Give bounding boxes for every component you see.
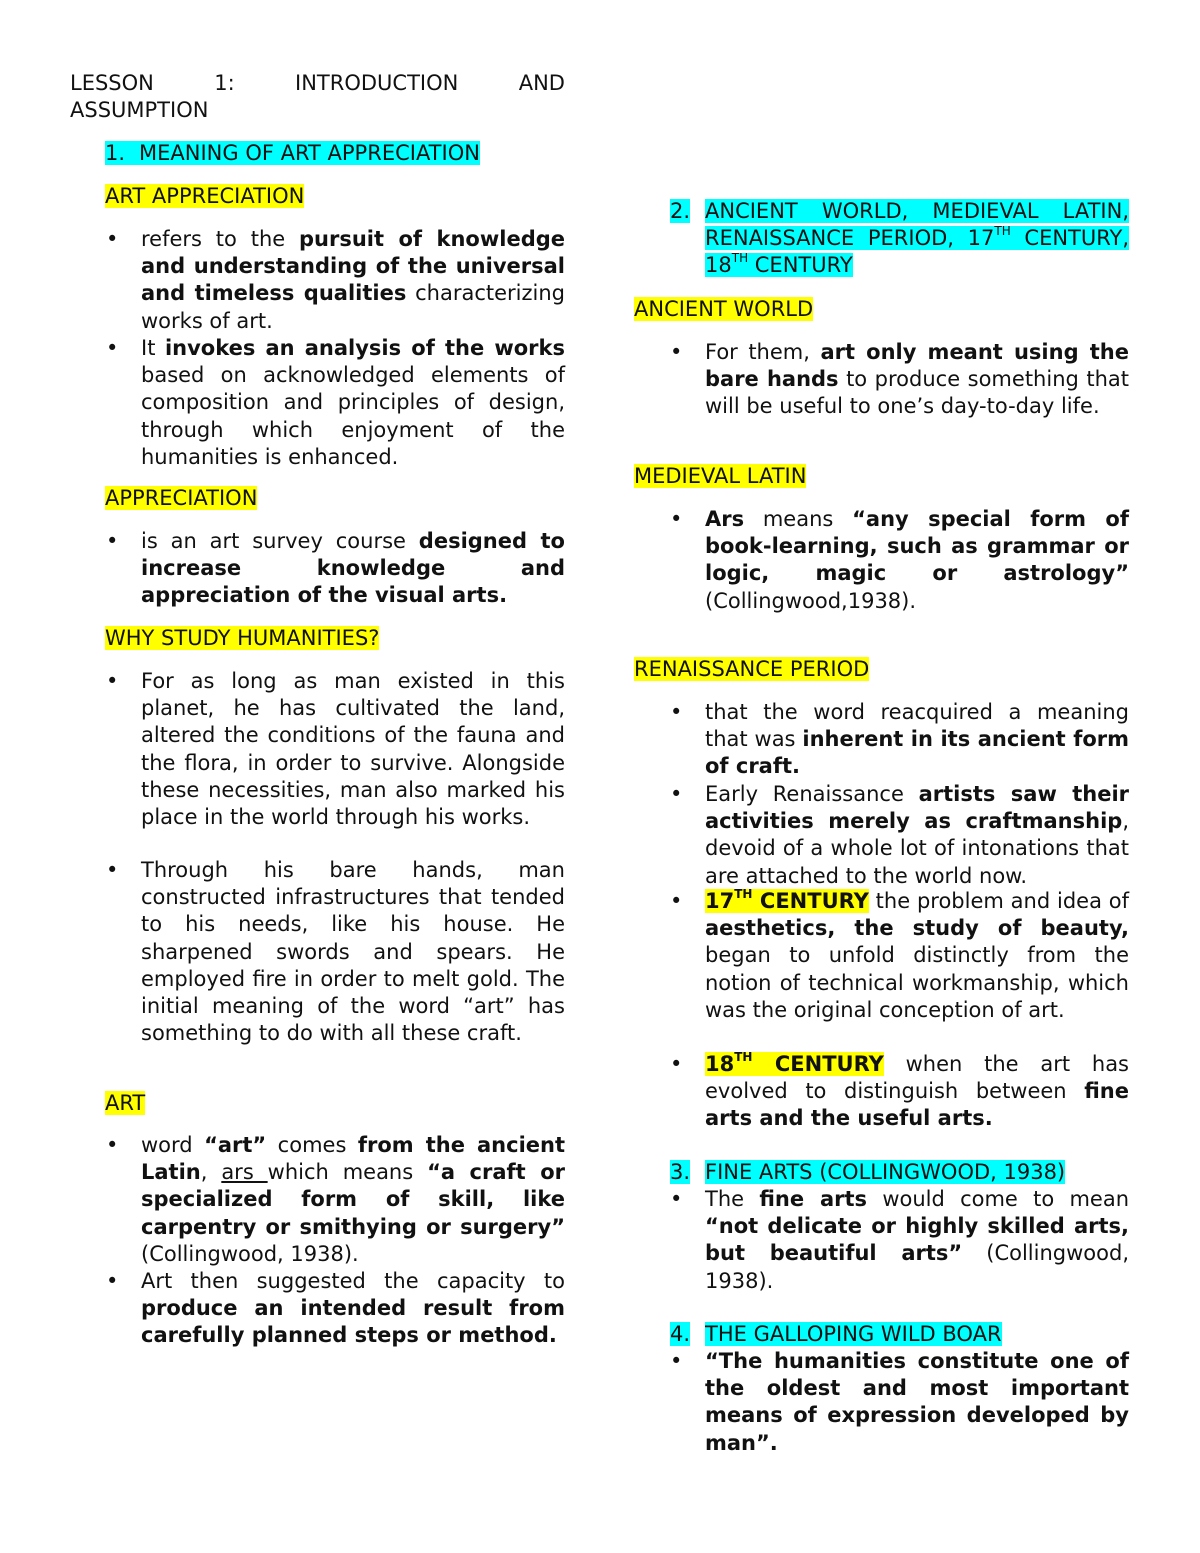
heading-text: APPRECIATION [105,486,258,510]
list-item [670,699,1130,781]
text: the problem and idea of [868,889,1129,913]
heading-text: WHY STUDY HUMANITIES? [105,626,380,650]
section-number: 1. [105,141,126,165]
text: when the art has evolved to distinguish between [705,1052,1129,1104]
section-2-heading [705,198,1129,279]
bold-text: from the ancient Latin [141,1133,566,1185]
heading-text: RENAISSANCE PERIOD [634,657,870,681]
bullet-icon: • [670,782,683,806]
list-item [670,1348,1129,1457]
bullet-icon: • [670,340,683,364]
text: would come to mean [867,1187,1130,1211]
list-item [670,781,1129,890]
superscript: TH [994,224,1011,238]
underlined-text: ars [221,1160,268,1185]
heading-text: ART APPRECIATION [105,184,305,208]
text: Through his bare hands, man constructed infrastructures that tended to his needs, like his house. He sharpened swords and spears. He employed fire in order to melt gold. The initial meaning of the word “art” has something to do with all these craft. [141,858,565,1046]
why-study-heading [105,625,379,652]
title-word: AND [518,71,565,95]
bullet-icon: • [670,1349,683,1373]
text: For them, [705,340,821,364]
heading-text: ANCIENT WORLD [634,297,814,321]
bold-text: Ars [705,507,745,531]
bold-text: art only meant using the bare hands [705,340,1129,392]
bold-text: fine arts [759,1187,868,1211]
bullet-icon: • [106,858,119,882]
text: characterizing works of art. [141,281,565,333]
list-item [106,226,565,335]
bold-text: aesthetics, the study of beauty, [705,916,1129,941]
art-appreciation-heading [105,183,304,210]
text: For as long as man existed in this planet, he has cultivated the land, altered the conditions of the fauna and the flora, in order to survive. Alongside these necessities, man also marked his place in the world through his works. [141,669,565,830]
medieval-latin-heading [634,463,806,490]
section-title: THE GALLOPING WILD BOAR [705,1322,1002,1346]
text: refers to the [141,227,299,251]
art-heading [105,1090,145,1117]
section-1-heading [105,140,480,167]
bullet-icon: • [670,1187,683,1211]
list-item [670,1050,1129,1133]
bullet-icon: • [670,1052,683,1076]
text: The [705,1187,760,1211]
title-word: 1: [214,71,235,95]
section-number: 2. [670,199,691,223]
bold-text: designed to increase knowledge and appreciation of the visual arts. [141,529,565,608]
bullet-icon: • [670,889,683,913]
bullet-icon: • [106,227,119,251]
text: (Collingwood, 1938). [141,1241,359,1266]
bold-text: produce an intended result from carefully planned steps or method. [141,1296,565,1348]
bold-text: 17 [705,889,735,913]
superscript: TH [734,1050,753,1064]
text: Early Renaissance [705,782,919,806]
text: , [200,1160,222,1185]
text: (Collingwood, 1938). [705,1241,1129,1293]
bullet-icon: • [106,529,119,553]
bullet-icon: • [670,507,683,531]
section-title: CENTURY, 18 [705,226,1129,277]
list-item [106,857,565,1047]
text: word [141,1133,205,1157]
bold-text: CENTURY [752,889,869,913]
section-2-number [670,198,690,225]
bullet-icon: • [106,1269,119,1293]
bullet-icon: • [106,669,119,693]
superscript: TH [734,887,753,901]
ancient-world-heading [634,296,813,323]
bold-text: “The humanities constitute one of the oldest and most important means of expression developed by man”. [705,1349,1129,1455]
list-item [670,506,1129,615]
section-4-number [670,1321,690,1348]
section-title: ANCIENT WORLD, MEDIEVAL LATIN, RENAISSANCE PERIOD, 17 [705,199,1129,250]
list-item [670,339,1129,421]
renaissance-heading [634,656,869,683]
list-item [106,668,565,831]
text: began to unfold distinctly from the notion of technical workmanship, which was the original conception of art. [705,943,1129,1022]
text: (Collingwood,1938). [705,588,917,613]
list-item [106,1268,565,1350]
section-title: CENTURY [748,253,853,277]
list-item [106,528,565,610]
title-word: LESSON [70,71,154,95]
text: Art then suggested the capacity to [141,1269,565,1293]
list-item [670,887,1129,1024]
list-item [106,1132,566,1268]
title-line2: ASSUMPTION [70,98,209,122]
bold-text: fine arts and the useful arts. [705,1079,1129,1131]
bold-text: invokes an analysis of the works [164,336,565,360]
text: means [744,507,853,531]
bold-text: CENTURY [752,1052,884,1076]
section-3-heading [705,1159,1065,1186]
bold-text: “not delicate or highly skilled arts, but beautiful arts” [705,1214,1129,1266]
text: comes [266,1133,358,1157]
bullet-icon: • [670,700,683,724]
text: is an art survey course [141,529,419,553]
list-item [106,335,565,471]
bold-text: artists saw their activities merely as craftmanship [705,782,1129,834]
text: that the word reacquired a meaning that was [705,700,1129,752]
section-3-number [670,1159,690,1186]
bold-text: pursuit of knowledge and understanding of the universal and timeless qualities [141,227,565,306]
title-word: INTRODUCTION [295,71,459,95]
text: which means [267,1160,428,1185]
text: to produce something that will be useful to one’s day-to-day life. [705,367,1129,419]
section-4-heading [705,1321,1002,1348]
lesson-title [70,70,565,124]
text: , devoid of a whole lot of intonations that are attached to the world now. [705,809,1129,888]
bullet-icon: • [106,1133,119,1157]
section-title: MEANING OF ART APPRECIATION [139,141,480,165]
text: It [141,336,165,360]
bold-text: “any special form of book-learning, such as grammar or logic, magic or astrology” [705,507,1129,586]
section-title: FINE ARTS (COLLINGWOOD, 1938) [705,1160,1066,1184]
heading-text: ART [105,1091,146,1115]
list-item [670,1186,1130,1295]
bullet-icon: • [106,336,119,360]
heading-text: MEDIEVAL LATIN [634,464,807,488]
section-number: 4. [670,1322,691,1346]
bold-text: “a craft or specialized form of skill, like carpentry or smithying or surgery” [141,1160,566,1239]
text: based on acknowledged elements of composition and principles of design, through which enjoyment of the humanities is enhanced. [141,363,565,469]
bold-text: “art” [204,1133,267,1157]
bold-text: 18 [705,1052,735,1076]
section-number: 3. [670,1160,691,1184]
bold-text: inherent in its ancient form of craft. [705,727,1130,779]
appreciation-heading [105,485,257,512]
superscript: TH [731,251,749,265]
